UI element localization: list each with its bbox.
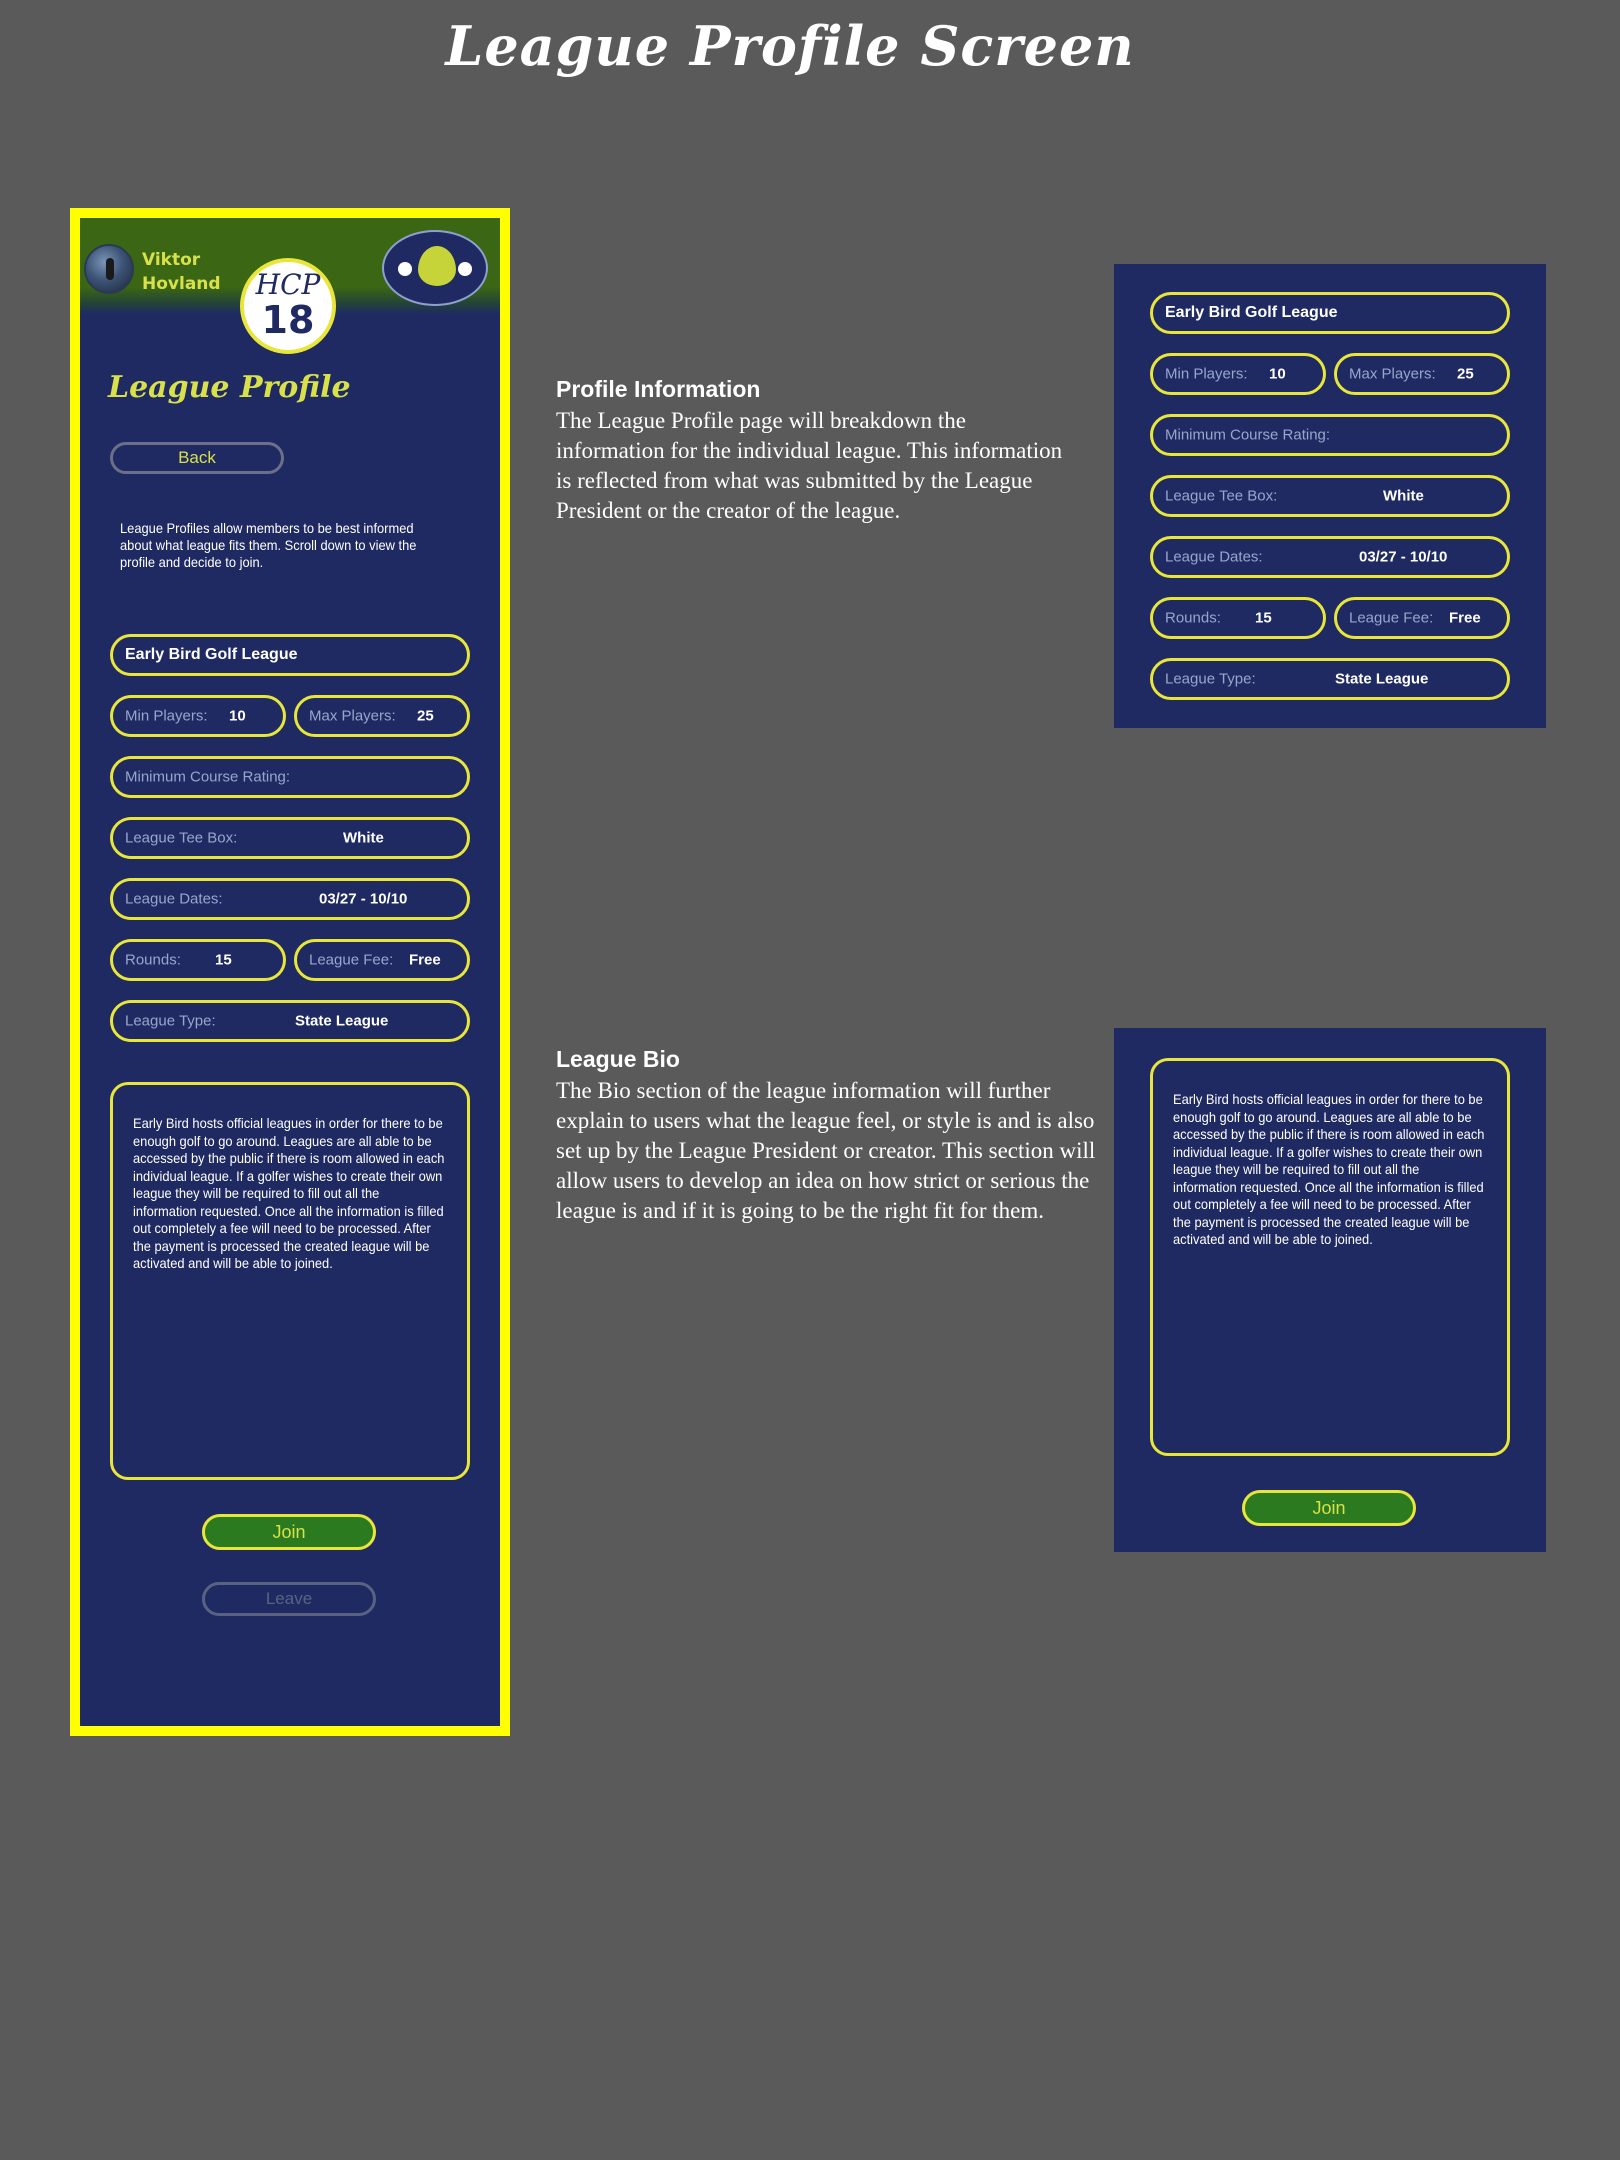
league-name-field	[110, 634, 470, 676]
league-dates-label: League Dates:	[1165, 548, 1263, 566]
rounds-field	[1150, 597, 1326, 639]
league-bio-text: Early Bird hosts official leagues in order for there to be enough golf to go around. Leagues are all able to be accessed by the public if there is room allowed in each individual league. If a golfer wishes to create their own league they will be required to fill out all the information requested. Once all the information is filled out completely a fee will need to be processed. After the payment is processed the created league will be activated and will be able to joined.	[1173, 1091, 1485, 1247]
league-bio-panel	[1114, 1028, 1546, 1552]
league-dates-label: League Dates:	[125, 890, 223, 908]
league-type-field	[110, 1000, 470, 1042]
league-type-value: State League	[295, 1012, 389, 1030]
max-players-field	[294, 695, 470, 737]
user-last-name: Hovland	[142, 274, 221, 294]
bird-icon	[418, 246, 456, 286]
back-button[interactable]: Back	[110, 442, 284, 474]
profile-info-body: The League Profile page will breakdown the information for the individual league. This information is reflected from what was submitted by the League President or the creator of the league.	[556, 408, 1063, 523]
league-type-value: State League	[1335, 670, 1429, 688]
early-bird-logo-icon[interactable]	[382, 230, 488, 306]
hcp-value: 18	[261, 298, 315, 342]
min-players-field	[110, 695, 286, 737]
rounds-label: Rounds:	[125, 951, 181, 969]
league-bio-text: Early Bird hosts official leagues in order for there to be enough golf to go around. Leagues are all able to be accessed by the public if there is room allowed in each individual league. If a golfer wishes to create their own league they will be required to fill out all the information requested. Once all the information is filled out completely a fee will need to be processed. After the payment is processed the created league will be activated and will be able to joined.	[133, 1115, 445, 1271]
league-bio-body: The Bio section of the league information will further explain to users what the league feel, or style is and is also set up by the League President or creator. This section will allow users to develop an idea on how strict or serious the league is and if it is going to be the right fit for them.	[556, 1078, 1096, 1223]
golf-ball-icon	[458, 262, 472, 276]
min-course-rating-field	[1150, 414, 1510, 456]
league-dates-value: 03/27 - 10/10	[319, 890, 408, 908]
rounds-value: 15	[215, 951, 232, 969]
league-fee-label: League Fee:	[1349, 609, 1434, 627]
hcp-badge	[240, 258, 336, 354]
tee-box-label: League Tee Box:	[1165, 487, 1278, 505]
min-players-label: Min Players:	[1165, 365, 1248, 383]
tee-box-label: League Tee Box:	[125, 829, 238, 847]
tee-box-field	[110, 817, 470, 859]
join-button[interactable]: Join	[1242, 1490, 1416, 1526]
screen-title: League Profile	[108, 370, 351, 405]
max-players-label: Max Players:	[309, 707, 396, 725]
min-course-rating-field	[110, 756, 470, 798]
min-players-label: Min Players:	[125, 707, 208, 725]
rounds-label: Rounds:	[1165, 609, 1221, 627]
intro-text: League Profiles allow members to be best informed about what league fits them. Scroll down to view the profile and decide to join.	[120, 520, 417, 570]
phone-mockup	[70, 208, 510, 1736]
league-name-field	[1150, 292, 1510, 334]
tee-box-field	[1150, 475, 1510, 517]
profile-info-heading: Profile Information	[556, 376, 761, 402]
min-course-rating-label: Minimum Course Rating:	[125, 768, 291, 786]
min-course-rating-label: Minimum Course Rating:	[1165, 426, 1331, 444]
min-players-value: 10	[229, 707, 246, 725]
league-fee-value: Free	[409, 951, 441, 969]
max-players-label: Max Players:	[1349, 365, 1436, 383]
league-name: Early Bird Golf League	[1165, 304, 1338, 321]
hcp-label: HCP	[255, 268, 321, 301]
golf-ball-icon	[398, 262, 412, 276]
min-players-field	[1150, 353, 1326, 395]
page-title: League Profile Screen	[445, 14, 1135, 78]
min-players-value: 10	[1269, 365, 1286, 383]
league-name: Early Bird Golf League	[125, 646, 298, 663]
league-type-label: League Type:	[1165, 670, 1256, 688]
league-fee-label: League Fee:	[309, 951, 394, 969]
league-fee-field	[294, 939, 470, 981]
league-bio-box	[110, 1082, 470, 1480]
league-bio-box	[1150, 1058, 1510, 1456]
league-dates-field	[110, 878, 470, 920]
league-fee-value: Free	[1449, 609, 1481, 627]
tee-box-value: White	[343, 829, 384, 847]
max-players-field	[1334, 353, 1510, 395]
user-first-name: Viktor	[142, 250, 201, 270]
join-button[interactable]: Join	[202, 1514, 376, 1550]
avatar[interactable]	[84, 244, 134, 294]
league-type-label: League Type:	[125, 1012, 216, 1030]
leave-button[interactable]: Leave	[202, 1582, 376, 1616]
league-bio-heading: League Bio	[556, 1046, 680, 1072]
league-dates-field	[1150, 536, 1510, 578]
rounds-field	[110, 939, 286, 981]
league-dates-value: 03/27 - 10/10	[1359, 548, 1448, 566]
rounds-value: 15	[1255, 609, 1272, 627]
tee-box-value: White	[1383, 487, 1424, 505]
league-type-field	[1150, 658, 1510, 700]
max-players-value: 25	[417, 707, 434, 725]
max-players-value: 25	[1457, 365, 1474, 383]
profile-info-panel	[1114, 264, 1546, 728]
league-fee-field	[1334, 597, 1510, 639]
